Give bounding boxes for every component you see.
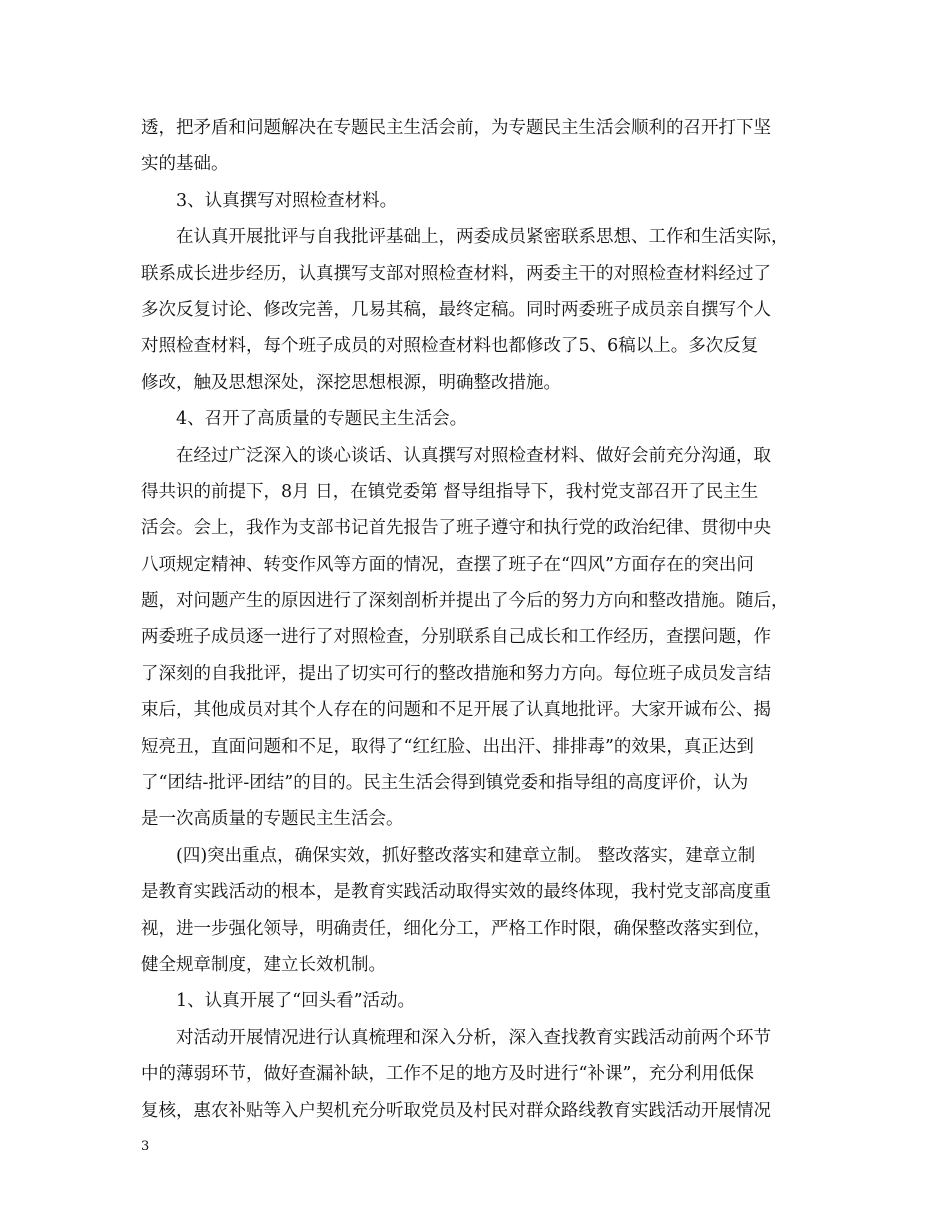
text-line: 对照检查材料，每个班子成员的对照检查材料也都修改了5、6稿以上。多次反复: [141, 336, 759, 357]
text-line: 短亮丑，直面问题和不足，取得了“红红脸、出出汗、排排毒”的效果，真正达到: [141, 736, 754, 757]
text-line: 活会。会上，我作为支部书记首先报告了班子遵守和执行党的政治纪律、贯彻中央: [141, 518, 771, 539]
text-line: 复核，惠农补贴等入户契机充分听取党员及村民对群众路线教育实践活动开展情况: [141, 1100, 771, 1121]
text-line: 透，把矛盾和问题解决在专题民主生活会前，为专题民主生活会顺利的召开打下坚: [141, 118, 771, 138]
text-line: 得共识的前提下，8月 日，在镇党委第 督导组指导下，我村党支部召开了民主生: [141, 481, 759, 502]
text-line: 在经过广泛深入的谈心谈话、认真撰写对照检查材料、做好会前充分沟通，取: [176, 445, 771, 466]
text-line: 了“团结-批评-团结”的目的。民主生活会得到镇党委和指导组的高度评价，认为: [141, 773, 749, 794]
text-line: 修改，触及思想深处，深挖思想根源，明确整改措施。: [141, 372, 561, 393]
text-line: (四)突出重点，确保实效，抓好整改落实和建章立制。 整改落实，建章立制: [176, 845, 756, 866]
text-line: 两委班子成员逐一进行了对照检查，分别联系自己成长和工作经历，查摆问题，作: [141, 627, 771, 648]
text-line: 多次反复讨论、修改完善，几易其稿，最终定稿。同时两委班子成员亲自撰写个人: [141, 299, 771, 320]
text-line: 实的基础。: [141, 154, 229, 175]
text-line: 3、认真撰写对照检查材料。: [176, 190, 398, 211]
page-number: 3: [141, 1139, 150, 1154]
text-line: 联系成长进步经历，认真撰写支部对照检查材料，两委主干的对照检查材料经过了: [141, 263, 771, 284]
text-line: 在认真开展批评与自我批评基础上，两委成员紧密联系思想、工作和生活实际，: [176, 227, 789, 248]
text-line: 题，对问题产生的原因进行了深刻剖析并提出了今后的努力方向和整改措施。随后，: [141, 591, 789, 612]
document-body: [141, 110, 821, 1129]
text-line: 对活动开展情况进行认真梳理和深入分析，深入查找教育实践活动前两个环节: [176, 1027, 771, 1048]
text-line: 健全规章制度，建立长效机制。: [141, 954, 386, 975]
text-line: 中的薄弱环节，做好查漏补缺，工作不足的地方及时进行“补课”，充分利用低保: [141, 1064, 754, 1085]
text-line: 八项规定精神、转变作风等方面的情况，查摆了班子在“四风”方面存在的突出问: [141, 554, 754, 575]
text-line: 4、召开了高质量的专题民主生活会。: [176, 409, 468, 430]
text-line: 束后，其他成员对其个人存在的问题和不足开展了认真地批评。大家开诚布公、揭: [141, 700, 771, 721]
text-line: 是教育实践活动的根本，是教育实践活动取得实效的最终体现，我村党支部高度重: [141, 882, 771, 903]
text-line: 1、认真开展了“回头看”活动。: [176, 991, 416, 1012]
text-line: 视，进一步强化领导，明确责任，细化分工，严格工作时限，确保整改落实到位，: [141, 918, 771, 939]
text-line: 是一次高质量的专题民主生活会。: [141, 809, 404, 830]
text-line: 了深刻的自我批评，提出了切实可行的整改措施和努力方向。每位班子成员发言结: [141, 663, 771, 684]
